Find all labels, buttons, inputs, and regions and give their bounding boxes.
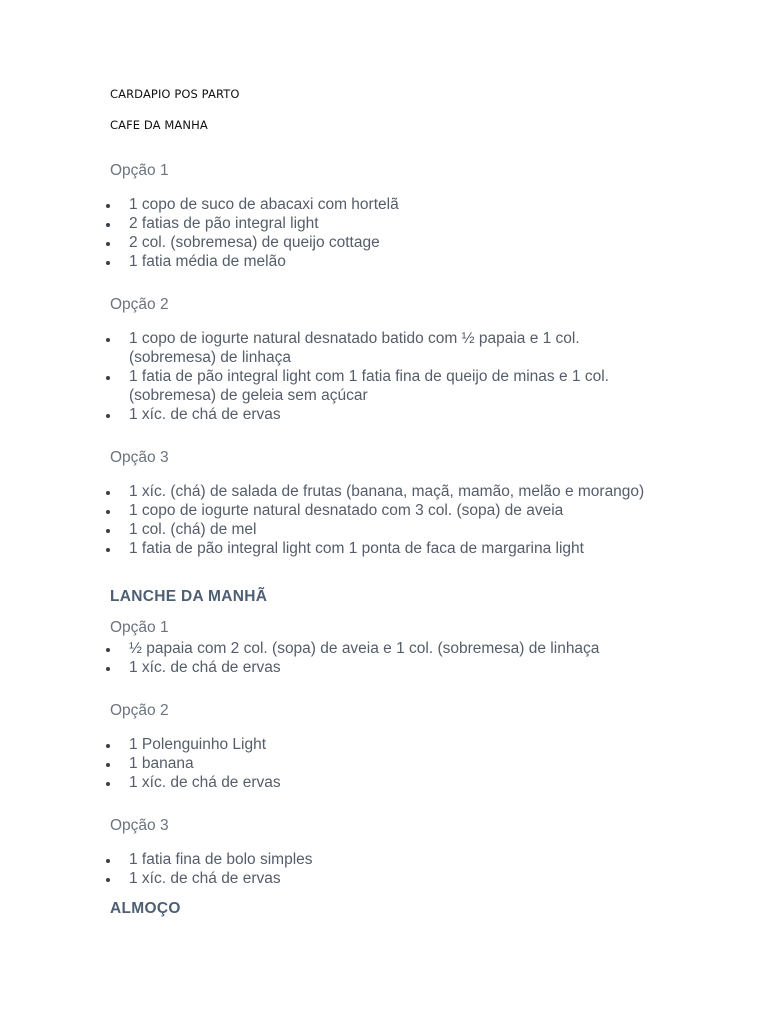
list-item: 1 copo de suco de abacaxi com hortelã [104,195,664,214]
lanche-option-3-label: Opção 3 [110,817,169,834]
list-item: 1 col. (chá) de mel [104,520,664,539]
cafe-option-2-label: Opção 2 [110,296,169,313]
list-item: 1 copo de iogurte natural desnatado com 3 col. (sopa) de aveia [104,501,664,520]
list-item: ½ papaia com 2 col. (sopa) de aveia e 1 col. (sobremesa) de linhaça [104,639,664,658]
list-item: 1 fatia média de melão [104,252,664,271]
lanche-option-2-list [104,735,664,792]
cafe-option-3-list [104,482,664,558]
document-title: CARDAPIO POS PARTO [110,87,240,101]
lanche-option-3-list [104,850,664,888]
list-item: 1 banana [104,754,664,773]
cafe-option-2-list [104,329,664,424]
list-item: 1 fatia de pão integral light com 1 ponta de faca de margarina light [104,539,664,558]
list-item: 1 fatia fina de bolo simples [104,850,664,869]
lanche-option-1-label: Opção 1 [110,619,169,636]
cafe-option-3-label: Opção 3 [110,449,169,466]
list-item: 1 Polenguinho Light [104,735,664,754]
list-item: 1 xíc. de chá de ervas [104,869,664,888]
list-item: 1 xíc. de chá de ervas [104,658,664,677]
section-title-cafe-da-manha: CAFE DA MANHA [110,118,208,132]
list-item: 1 xíc. de chá de ervas [104,405,664,424]
lanche-option-2-label: Opção 2 [110,702,169,719]
list-item: 1 fatia de pão integral light com 1 fatia fina de queijo de minas e 1 col. (sobremesa) de geleia sem açúcar [104,367,664,405]
list-item: 2 fatias de pão integral light [104,214,664,233]
list-item: 2 col. (sobremesa) de queijo cottage [104,233,664,252]
cafe-option-1-label: Opção 1 [110,162,169,179]
section-heading-lanche-da-manha: LANCHE DA MANHÃ [110,588,268,605]
section-heading-almoco: ALMOÇO [110,900,181,917]
list-item: 1 copo de iogurte natural desnatado batido com ½ papaia e 1 col. (sobremesa) de linhaça [104,329,664,367]
list-item: 1 xíc. de chá de ervas [104,773,664,792]
list-item: 1 xíc. (chá) de salada de frutas (banana, maçã, mamão, melão e morango) [104,482,664,501]
cafe-option-1-list [104,195,664,271]
lanche-option-1-list [104,639,664,677]
